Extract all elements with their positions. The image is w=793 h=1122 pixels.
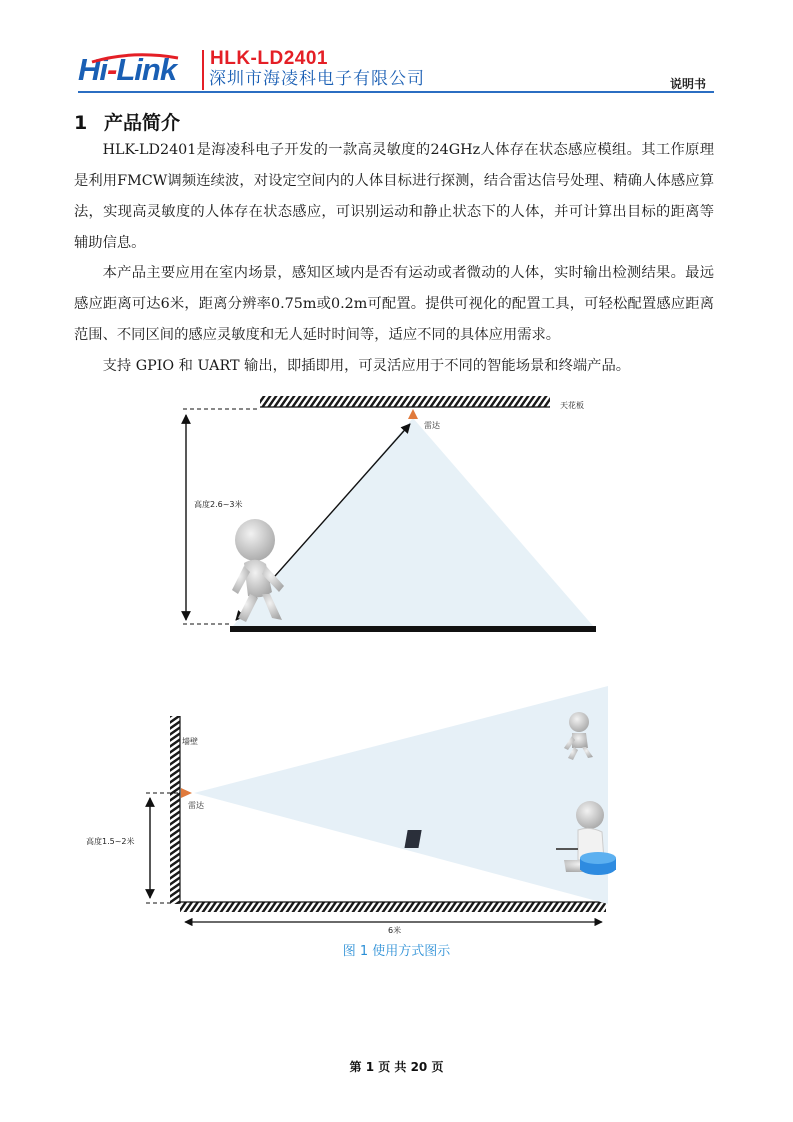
- intro-paragraph: HLK-LD2401是海凌科电子开发的一款高灵敏度的24GHz人体存在状态感应模组。其工作原理是利用FMCW调频连续波，对设定空间内的人体目标进行探测，结合雷达信号处理、精确人体感应算法，实现高灵敏度的人体存在状态感应，可识别运动和静止状态下的人体，并可计算出目标的距离等辅助信息。: [74, 142, 714, 251]
- logo-hi: Hi: [78, 52, 107, 87]
- radar-icon-side: [181, 788, 192, 798]
- wall-scene: [86, 686, 616, 935]
- logo-dash: -: [107, 52, 117, 87]
- product-model: HLK-LD2401: [210, 48, 328, 69]
- application-paragraph: 本产品主要应用在室内场景，感知区域内是否有运动或者微动的人体，实时输出检测结果。最远感应距离可达6米，距离分辨率0.75m或0.2m可配置。提供可视化的配置工具，可轻松配置感应距离范围、不同区间的感应灵敏度和无人延时时间等，适应不同的具体应用需求。: [74, 265, 714, 343]
- floor: [230, 626, 596, 632]
- detection-cone-side: [194, 686, 608, 904]
- height-label-side: 高度1.5~2米: [86, 837, 135, 846]
- figure-caption: 图 1 使用方式图示: [342, 944, 451, 959]
- page-footer: 第 1 页 共 20 页: [349, 1060, 444, 1074]
- wall-label: 墙壁: [182, 737, 198, 746]
- radar-icon: [408, 409, 418, 419]
- section-number: 1: [74, 112, 88, 134]
- document-type: 说明书: [669, 77, 706, 91]
- ceiling-scene: [183, 396, 596, 632]
- ceiling-hatch: [260, 396, 550, 407]
- company-name: 深圳市海凌科电子有限公司: [209, 69, 425, 89]
- output-paragraph: 支持 GPIO 和 UART 输出，即插即用，可灵活应用于不同的智能场景和终端产品。: [102, 358, 631, 374]
- detection-cone: [232, 418, 594, 627]
- radar-label-top: 雷达: [424, 421, 440, 430]
- section-title: 产品简介: [104, 112, 181, 134]
- ceiling-label: 天花板: [560, 401, 584, 410]
- wall-hatch: [170, 716, 180, 904]
- floor-hatch: [180, 902, 606, 912]
- distance-label: 6米: [388, 926, 402, 935]
- logo-link: Link: [116, 52, 177, 87]
- height-label-top: 高度2.6~3米: [194, 500, 243, 509]
- radar-label-side: 雷达: [188, 801, 204, 810]
